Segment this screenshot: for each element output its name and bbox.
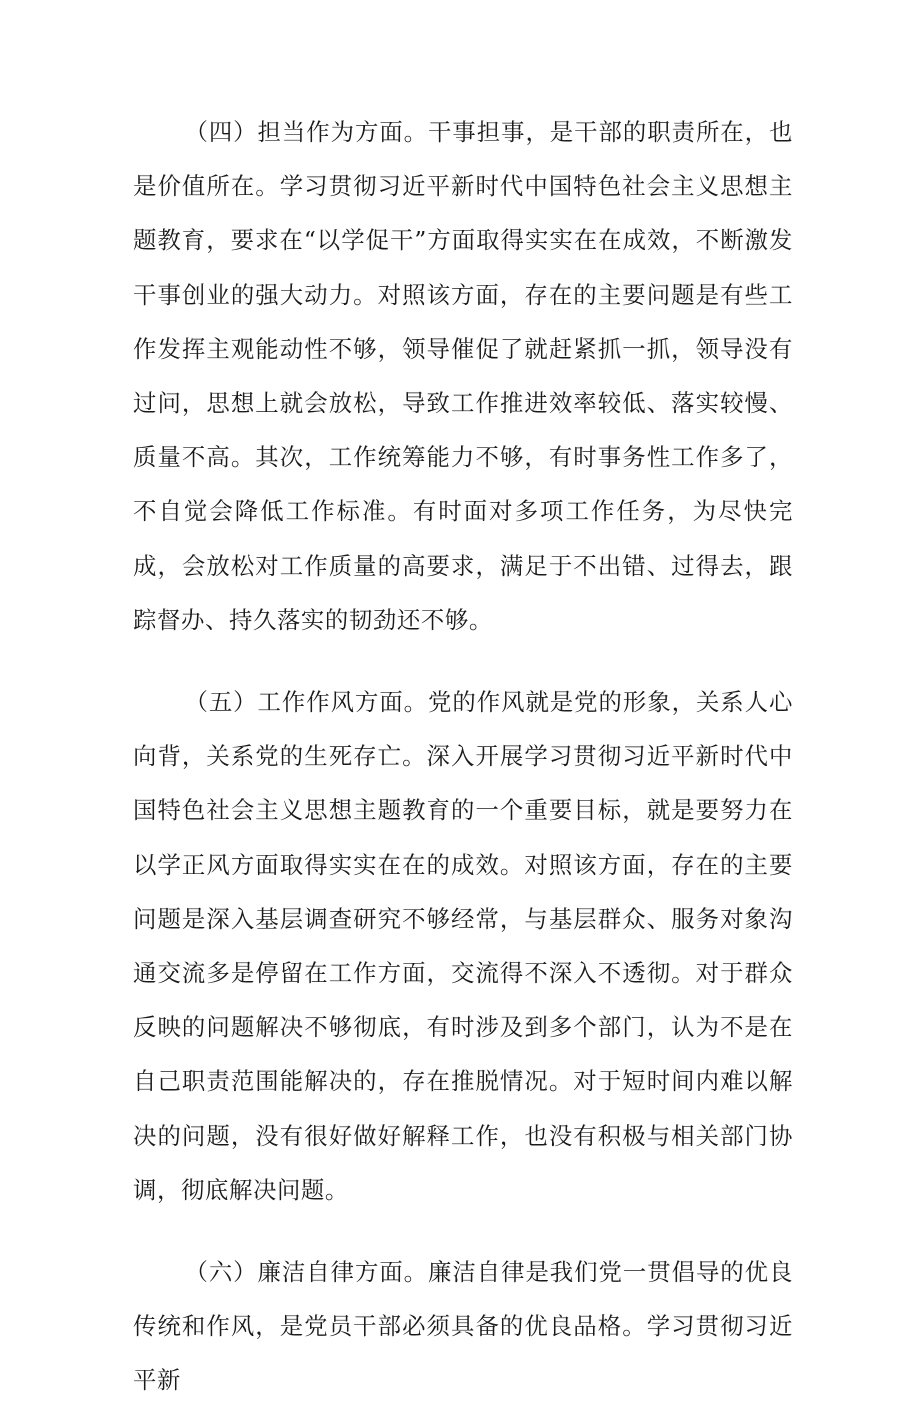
paragraph-section-six: （六）廉洁自律方面。廉洁自律是我们党一贯倡导的优良传统和作风，是党员干部必须具备的优良品格。学习贯彻习近平新 (133, 1258, 793, 1395)
paragraph-section-four: （四）担当作为方面。干事担事，是干部的职责所在，也是价值所在。学习贯彻习近平新时代中国特色社会主义思想主题教育，要求在“以学促干”方面取得实实在在成效，不断激发干事创业的强大动力。对照该方面，存在的主要问题是有些工作发挥主观能动性不够，领导催促了就赶紧抓一抓，领导没有过问，思想上就会放松，导致工作推进效率较低、落实较慢、质量不高。其次，工作统筹能力不够，有时事务性工作多了，不自觉会降低工作标准。有时面对多项工作任务，为尽快完成，会放松对工作质量的高要求，满足于不出错、过得去，跟踪督办、持久落实的韧劲还不够。 (133, 118, 793, 634)
paragraph-section-five: （五）工作作风方面。党的作风就是党的形象，关系人心向背，关系党的生死存亡。深入开展学习贯彻习近平新时代中国特色社会主义思想主题教育的一个重要目标，就是要努力在以学正风方面取得实实在在的成效。对照该方面，存在的主要问题是深入基层调查研究不够经常，与基层群众、服务对象沟通交流多是停留在工作方面，交流得不深入不透彻。对于群众反映的问题解决不够彻底，有时涉及到多个部门，认为不是在自己职责范围能解决的，存在推脱情况。对于短时间内难以解决的问题，没有很好做好解释工作，也没有积极与相关部门协调，彻底解决问题。 (133, 688, 793, 1204)
document-body (133, 105, 793, 1408)
